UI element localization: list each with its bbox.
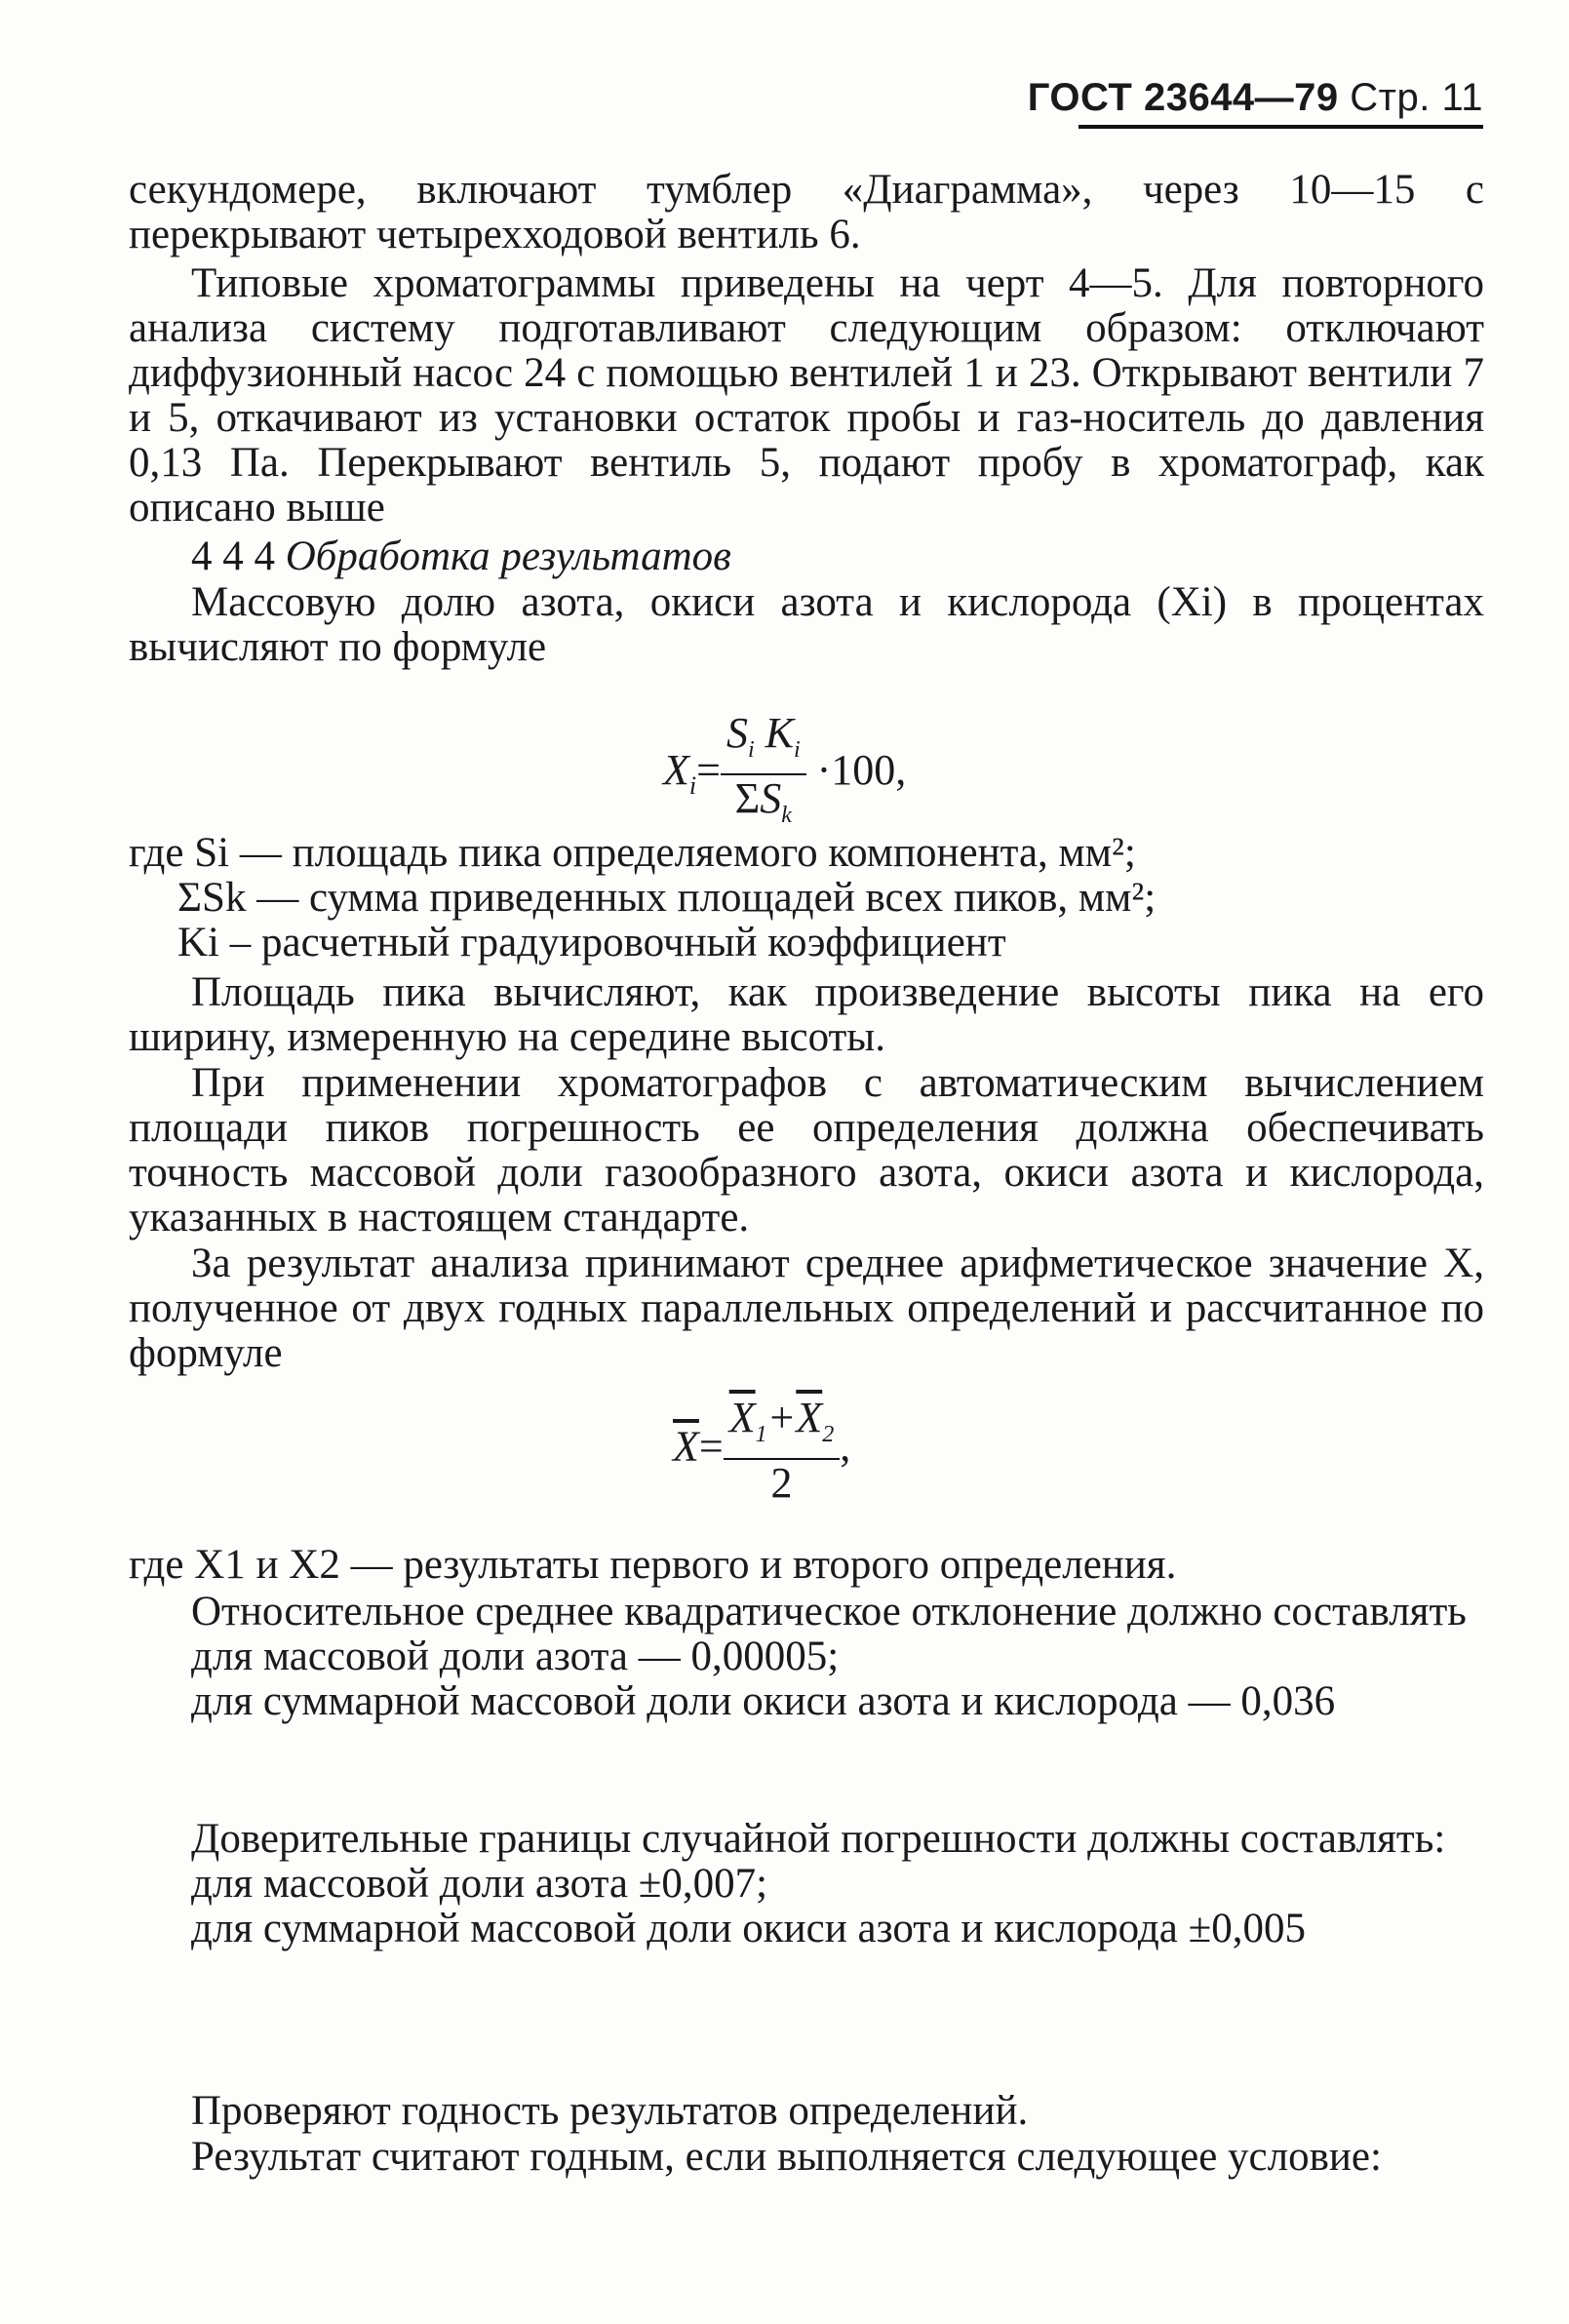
- paragraph-text: Относительное среднее квадратическое отклонение должно составлять: [191, 1589, 1467, 1635]
- paragraph-text: Площадь пика вычисляют, как произведение высоты пика на его ширину, измеренную на середине высоты.: [129, 969, 1484, 1060]
- paragraph-2: [129, 261, 1484, 531]
- paragraph-8: [129, 1817, 1484, 1951]
- section-heading: [129, 534, 1484, 579]
- formula-lhs: $X_i$: [663, 745, 697, 800]
- definitions-1: [129, 831, 1484, 965]
- section-title: Обработка результатов: [285, 533, 731, 579]
- definition-si: где Si — площадь пика определяемого компонента, мм²;: [129, 830, 1136, 876]
- formula-fraction: $\frac{S_i K_i}{\Sigma S_k}$: [721, 712, 806, 837]
- list-item-sum-sd: для суммарной массовой доли окиси азота и кислорода — 0,036: [191, 1678, 1336, 1724]
- definition-ki: Ki – расчетный градуировочный коэффициент: [177, 920, 1006, 965]
- formula-mass-fraction: $X_i=$ $\frac{S_i K_i}{\Sigma S_k}$ ·100,: [663, 712, 906, 837]
- standard-title: ГОСТ 23644—79: [1027, 76, 1339, 119]
- paragraph-4: [129, 970, 1484, 1060]
- paragraph-1: [129, 168, 1484, 257]
- header-rule: [1079, 125, 1483, 129]
- paragraph-9: [129, 2089, 1484, 2134]
- paragraph-text: При применении хроматографов с автоматическим вычислением площади пиков погрешность ее определения должна обеспечивать точность массовой доли газообразного азота, окиси азота и кислорода, указанных в настоящем стандарте.: [129, 1060, 1484, 1241]
- paragraph-10: [129, 2135, 1484, 2180]
- list-item-nitrogen-sd: для массовой доли азота — 0,00005;: [191, 1634, 840, 1679]
- paragraph-text: Массовую долю азота, окиси азота и кислорода (Xi) в процентах вычисляют по формуле: [129, 579, 1484, 670]
- page-header: [1028, 76, 1483, 120]
- definition-sum-sk: ΣSk — сумма приведенных площадей всех пиков, мм²;: [177, 875, 1157, 921]
- page-number: Стр. 11: [1350, 76, 1483, 119]
- paragraph-7: [129, 1590, 1484, 1724]
- paragraph-3: [129, 580, 1484, 670]
- paragraph-5: [129, 1061, 1484, 1241]
- definitions-2: [129, 1543, 1484, 1588]
- section-number: 4 4 4: [191, 533, 275, 579]
- paragraph-text: Проверяют годность результатов определений.: [191, 2088, 1029, 2134]
- paragraph-text: Доверительные границы случайной погрешности должны составлять:: [191, 1816, 1446, 1862]
- formula-mean: $\overline{X}=$ $\frac{\overline{X}_1+\overline{X}_2}{2}$ ,: [673, 1394, 851, 1507]
- paragraph-6: [129, 1241, 1484, 1376]
- paragraph-text: Типовые хроматограммы приведены на черт 4—5. Для повторного анализа систему подготавливают следующим образом: отключают диффузионный насос 24 с помощью вентилей 1 и 23. Открывают вентили 7 и 5, откачивают из установки остаток пробы и газ-носитель до давления 0,13 Па. Перекрывают вентиль 5, подают пробу в хроматограф, как описано выше: [129, 260, 1484, 531]
- paragraph-text: секундомере, включают тумблер «Диаграмма», через 10—15 с перекрывают четырехходовой вентиль 6.: [129, 167, 1484, 257]
- paragraph-text: Результат считают годным, если выполняется следующее условие:: [191, 2134, 1382, 2180]
- list-item-nitrogen-ci: для массовой доли азота ±0,007;: [191, 1861, 768, 1907]
- formula-fraction: $\frac{\overline{X}_1+\overline{X}_2}{2}$: [724, 1397, 840, 1505]
- definition-x1-x2: где X1 и X2 — результаты первого и второго определения.: [129, 1542, 1177, 1588]
- formula-mean-lhs: $\overline{X}$: [673, 1422, 699, 1471]
- list-item-sum-ci: для суммарной массовой доли окиси азота и кислорода ±0,005: [191, 1906, 1306, 1951]
- paragraph-text: За результат анализа принимают среднее арифметическое значение X, полученное от двух годных параллельных определений и рассчитанное по формуле: [129, 1241, 1484, 1376]
